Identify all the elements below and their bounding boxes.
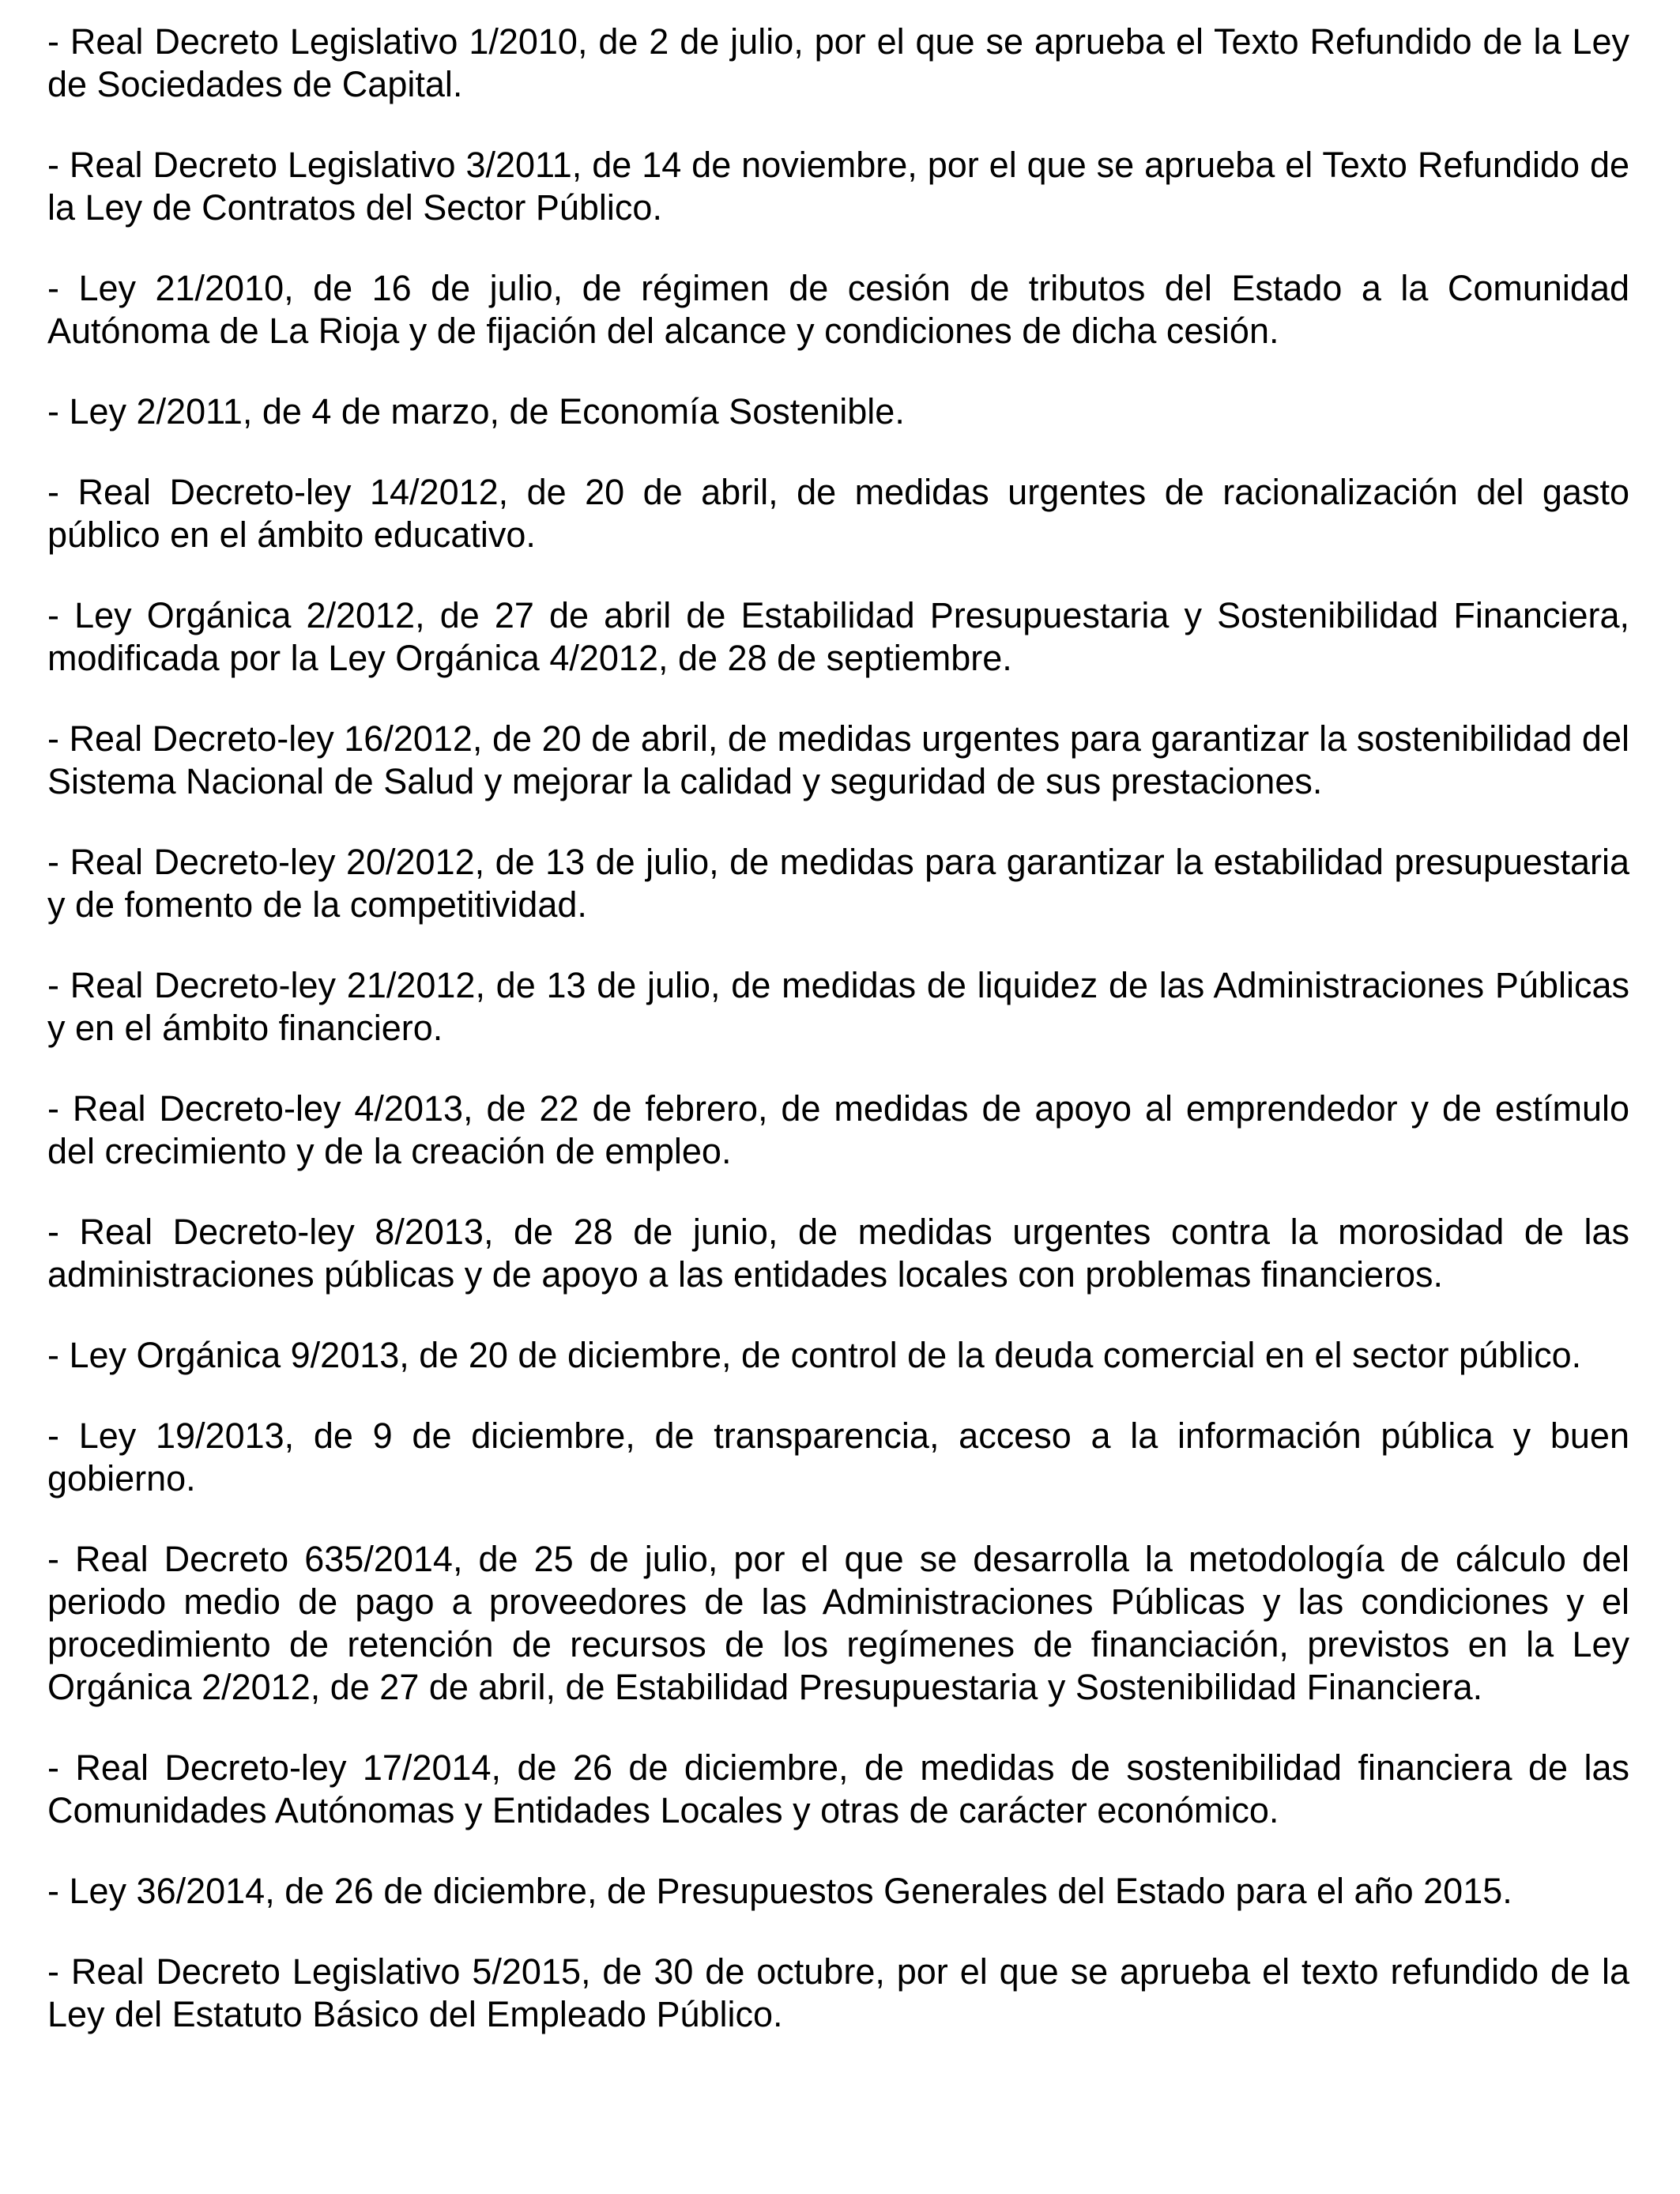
legislation-entry-13: - Ley 19/2013, de 9 de diciembre, de transparencia, acceso a la información pública y buen gobierno. [47, 1416, 1629, 1498]
legislation-entry-9: - Real Decreto-ley 21/2012, de 13 de julio, de medidas de liquidez de las Administraciones Públicas y en el ámbito financiero. [47, 965, 1629, 1048]
legislation-entry-14: - Real Decreto 635/2014, de 25 de julio, por el que se desarrolla la metodología de cálculo del periodo medio de pago a proveedores de las Administraciones Públicas y las condiciones y el procedimiento de retención de recursos de los regímenes de financiación, previstos en la Ley Orgánica 2/2012, de 27 de abril, de Estabilidad Presupuestaria y Sostenibilidad Financiera. [47, 1539, 1629, 1707]
legislation-entry-16: - Ley 36/2014, de 26 de diciembre, de Presupuestos Generales del Estado para el año 2015. [47, 1871, 1512, 1911]
legislation-entry-8: - Real Decreto-ley 20/2012, de 13 de julio, de medidas para garantizar la estabilidad presupuestaria y de fomento de la competitividad. [47, 842, 1629, 925]
legislation-entry-15: - Real Decreto-ley 17/2014, de 26 de diciembre, de medidas de sostenibilidad financiera de las Comunidades Autónomas y Entidades Locales y otras de carácter económico. [47, 1747, 1629, 1830]
legislation-entry-12: - Ley Orgánica 9/2013, de 20 de diciembre, de control de la deuda comercial en el sector público. [47, 1335, 1582, 1375]
legislation-entry-4: - Ley 2/2011, de 4 de marzo, de Economía Sostenible. [47, 391, 905, 432]
document-page [47, 21, 1629, 2036]
legislation-entry-17: - Real Decreto Legislativo 5/2015, de 30 de octubre, por el que se aprueba el texto refundido de la Ley del Estatuto Básico del Empleado Público. [47, 1951, 1629, 2034]
legislation-entry-6: - Ley Orgánica 2/2012, de 27 de abril de Estabilidad Presupuestaria y Sostenibilidad Financiera, modificada por la Ley Orgánica 4/2012, de 28 de septiembre. [47, 595, 1629, 678]
legislation-entry-11: - Real Decreto-ley 8/2013, de 28 de junio, de medidas urgentes contra la morosidad de las administraciones públicas y de apoyo a las entidades locales con problemas financieros. [47, 1212, 1629, 1295]
legislation-entry-10: - Real Decreto-ley 4/2013, de 22 de febrero, de medidas de apoyo al emprendedor y de estímulo del crecimiento y de la creación de empleo. [47, 1088, 1629, 1171]
legislation-entry-5: - Real Decreto-ley 14/2012, de 20 de abril, de medidas urgentes de racionalización del gasto público en el ámbito educativo. [47, 472, 1629, 555]
legislation-entry-7: - Real Decreto-ley 16/2012, de 20 de abril, de medidas urgentes para garantizar la sostenibilidad del Sistema Nacional de Salud y mejorar la calidad y seguridad de sus prestaciones. [47, 718, 1629, 801]
legislation-entry-2: - Real Decreto Legislativo 3/2011, de 14 de noviembre, por el que se aprueba el Texto Refundido de la Ley de Contratos del Sector Público. [47, 145, 1629, 228]
legislation-entry-3: - Ley 21/2010, de 16 de julio, de régimen de cesión de tributos del Estado a la Comunidad Autónoma de La Rioja y de fijación del alcance y condiciones de dicha cesión. [47, 268, 1629, 351]
legislation-entry-1: - Real Decreto Legislativo 1/2010, de 2 de julio, por el que se aprueba el Texto Refundido de la Ley de Sociedades de Capital. [47, 21, 1629, 104]
